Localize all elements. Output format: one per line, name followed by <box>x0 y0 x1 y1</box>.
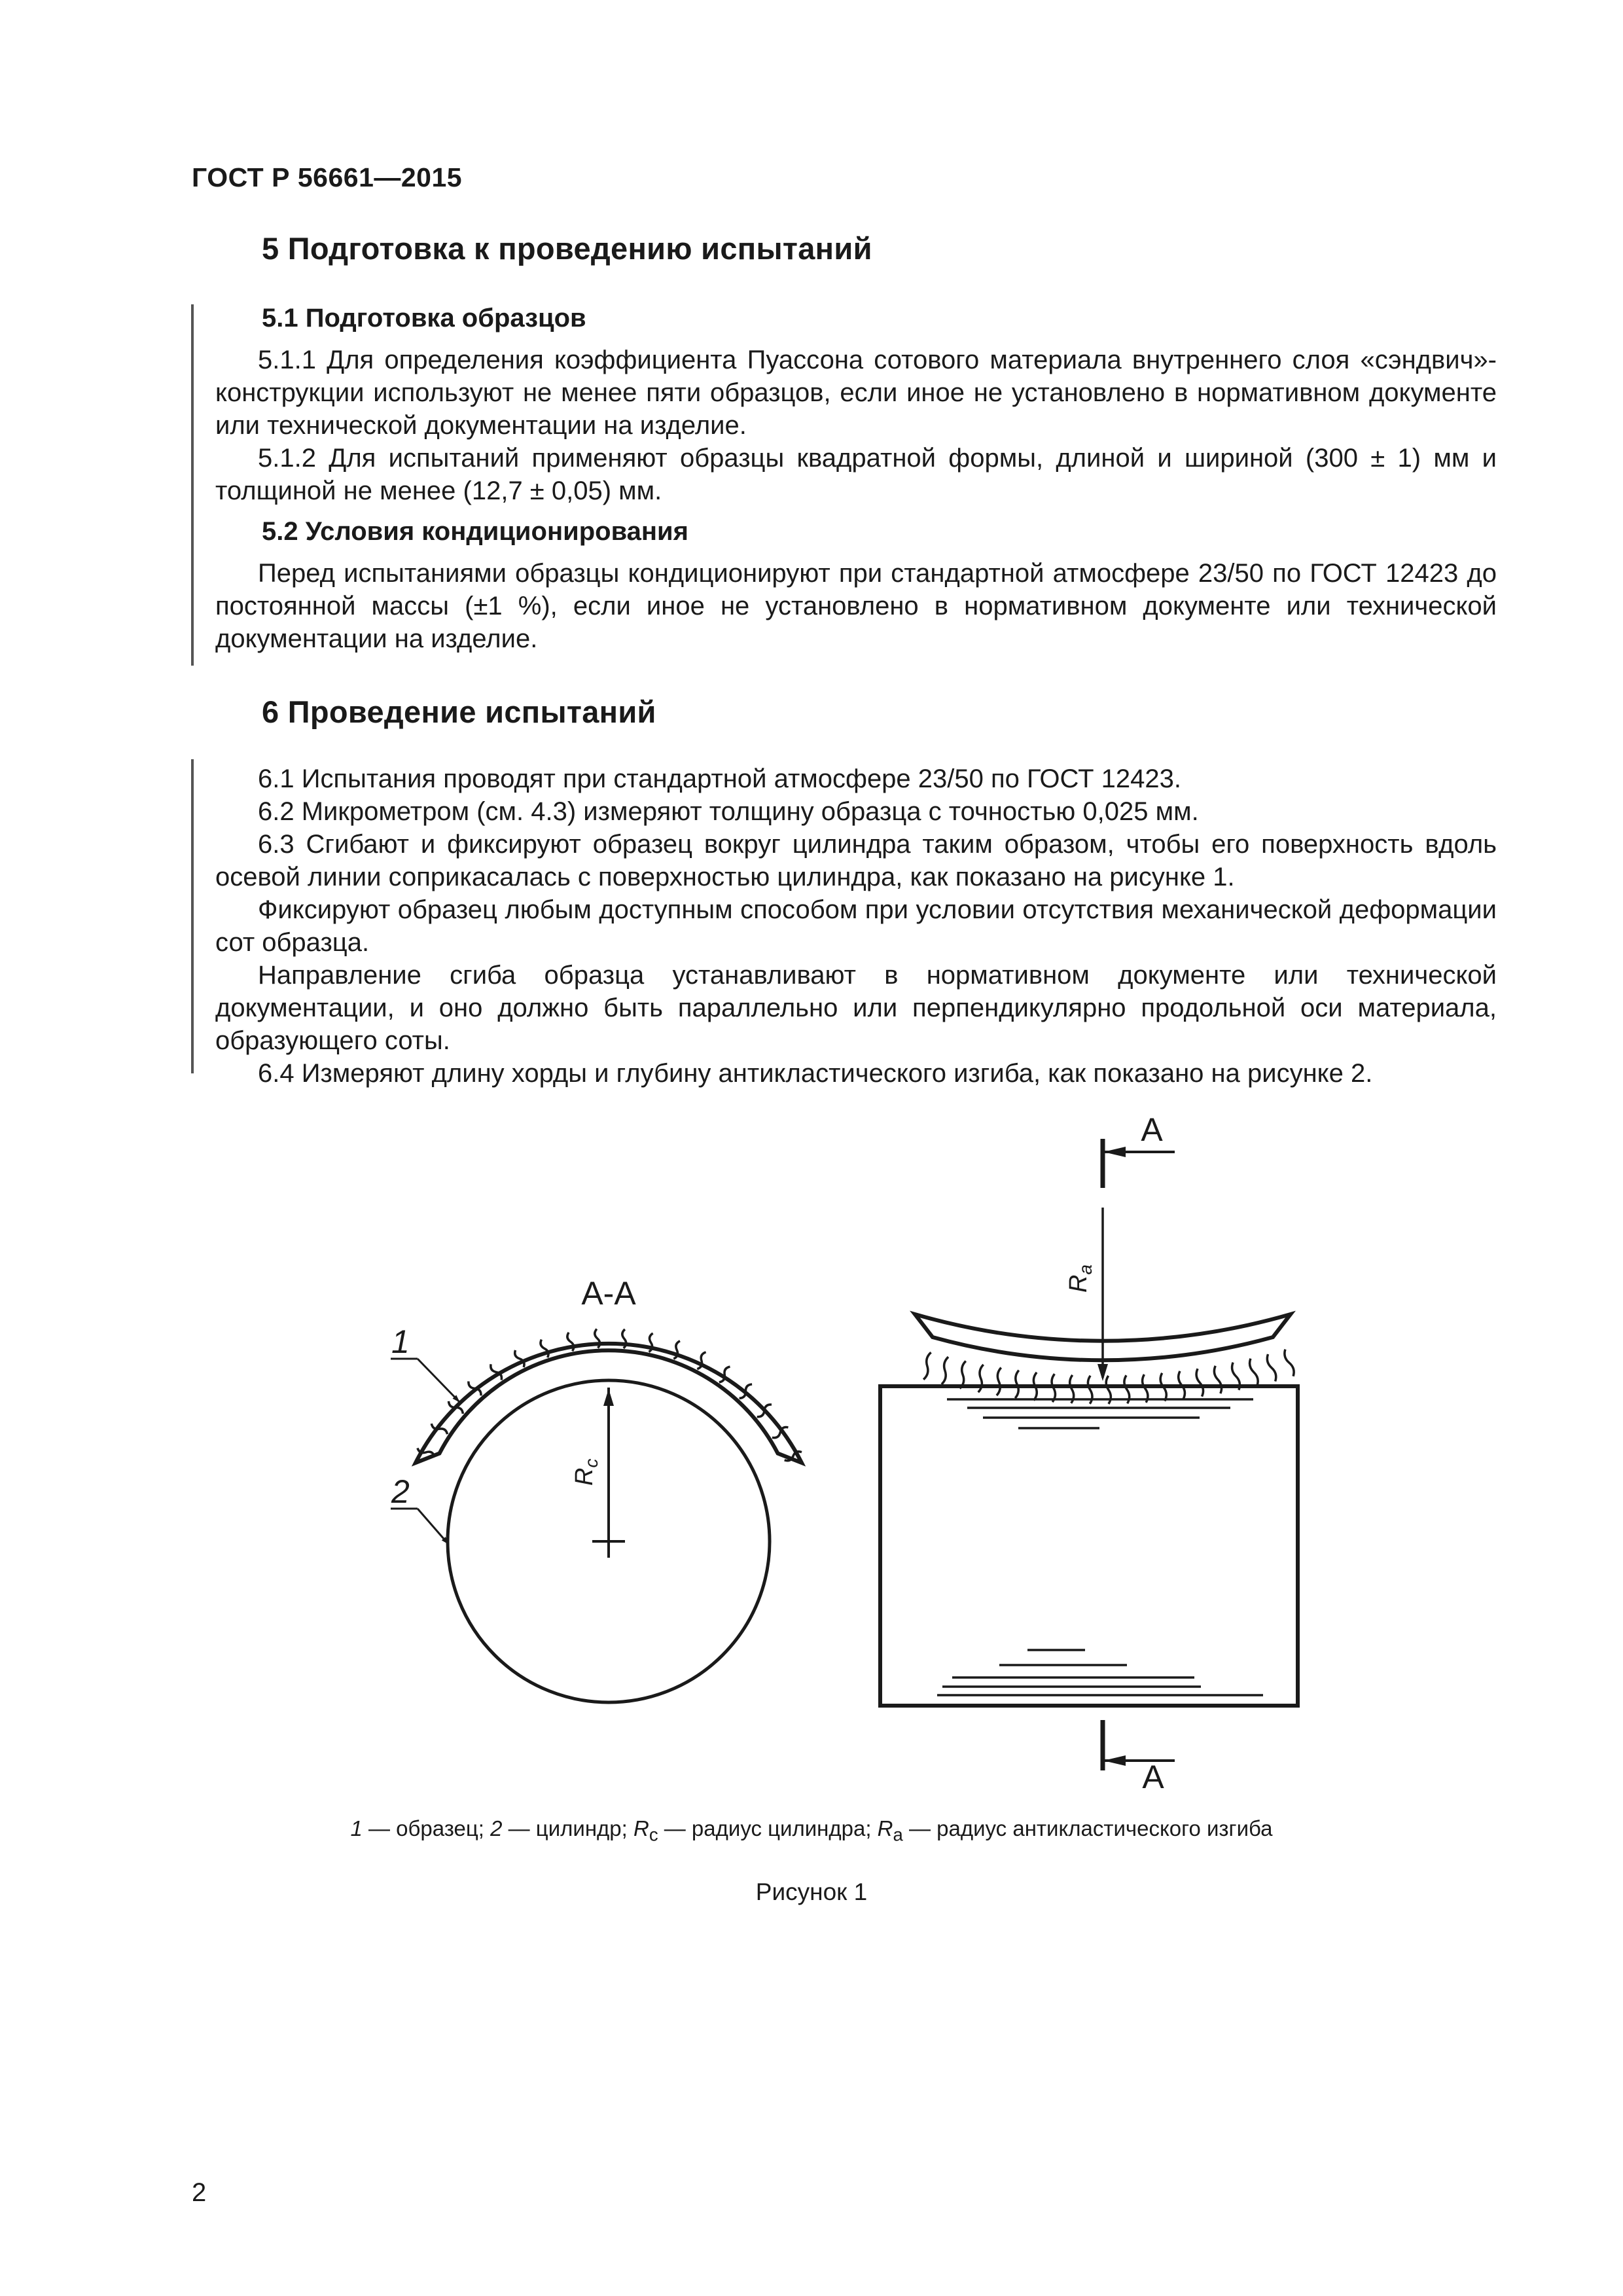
change-bar <box>191 304 194 666</box>
subsection-5-1-title: 5.1 Подготовка образцов <box>262 304 586 332</box>
ra-label: $R_a$ <box>1065 1264 1096 1293</box>
support-block <box>880 1386 1298 1706</box>
paragraph-6-3: 6.3 Сгибают и фиксируют образец вокруг цилиндра таким образом, чтобы его поверхность вдоль осевой линии соприкасалась с поверхностью цилиндра, как показано на рисунке 1. <box>215 830 1497 891</box>
honeycomb-cell-wall <box>1015 1371 1019 1399</box>
paragraph-block <box>215 557 1497 655</box>
callout-1-label: 1 <box>391 1323 410 1360</box>
document-code: ГОСТ Р 56661—2015 <box>192 162 463 192</box>
figure-1-drawing <box>0 1100 1623 1813</box>
surface-hatching-bottom <box>937 1650 1263 1695</box>
subsection-5-2-title: 5.2 Условия кондиционирования <box>262 517 688 546</box>
paragraph-6-3-fix: Фиксируют образец любым доступным способом при условии отсутствия механической деформации сот образца. <box>215 895 1497 957</box>
honeycomb-cell-wall <box>942 1357 948 1384</box>
paragraph-6-4: 6.4 Измеряют длину хорды и глубину антикластического изгиба, как показано на рисунке 2. <box>258 1059 1373 1088</box>
figure-caption: 1 — образец; 2 — цилиндр; $R_с$ — радиус цилиндра; $R_a$ — радиус антикластического изгиба <box>350 1816 1273 1845</box>
paragraph-5-1-1: 5.1.1 Для определения коэффициента Пуассона сотового материала внутреннего слоя «сэндвич»-конструкции используют не менее пяти образцов, если иное не установлено в нормативном документе или технической документации на изделие. <box>215 346 1497 440</box>
paragraph-5-2: Перед испытаниями образцы кондиционируют при стандартной атмосфере 23/50 по ГОСТ 12423 до постоянной массы (±1 %), если иное не установлено в нормативном документе или технической документации на изделие. <box>215 559 1497 653</box>
paragraph-6-3-direction: Направление сгиба образца устанавливают в нормативном документе или технической документации, и оно должно быть параллельно или перпендикулярно продольной оси материала, образующего соты. <box>215 961 1497 1055</box>
honeycomb-cell-wall <box>1250 1359 1258 1386</box>
paragraph-block <box>215 344 1497 507</box>
figure-title: Рисунок 1 <box>755 1878 868 1905</box>
callout-1-leader <box>418 1359 459 1402</box>
section-6-title: 6 Проведение испытаний <box>262 694 656 729</box>
cut-label-bottom: А <box>1142 1759 1164 1795</box>
honeycomb-cells <box>923 1350 1294 1404</box>
callout-2-leader <box>418 1509 448 1544</box>
change-bar <box>191 759 194 1073</box>
rc-arrow <box>603 1389 614 1406</box>
callout-2-label: 2 <box>391 1473 410 1510</box>
honeycomb-cell-wall <box>1214 1366 1221 1393</box>
honeycomb-cell-wall <box>923 1352 931 1379</box>
section-label: А-А <box>581 1275 636 1312</box>
section-5-title: 5 Подготовка к проведению испытаний <box>262 231 872 266</box>
page-number: 2 <box>192 2178 207 2207</box>
paragraph-6-1: 6.1 Испытания проводят при стандартной атмосфере 23/50 по ГОСТ 12423. <box>258 764 1181 793</box>
paragraph-5-1-2: 5.1.2 Для испытаний применяют образцы квадратной формы, длиной и шириной (300 ± 1) мм и толщиной не менее (12,7 ± 0,05) мм. <box>215 444 1497 505</box>
cut-label-top: А <box>1141 1111 1163 1148</box>
paragraph-6-2: 6.2 Микрометром (см. 4.3) измеряют толщину образца с точностью 0,025 мм. <box>258 797 1199 826</box>
honeycomb-cell-wall <box>1196 1369 1203 1397</box>
honeycomb-cell-wall <box>997 1368 1001 1396</box>
honeycomb-cell-wall <box>1285 1350 1294 1376</box>
paragraph-block <box>215 762 1497 1090</box>
honeycomb-cell-wall <box>1267 1354 1275 1382</box>
rc-label: $R_c$ <box>571 1458 601 1486</box>
surface-hatching-top <box>947 1399 1253 1428</box>
